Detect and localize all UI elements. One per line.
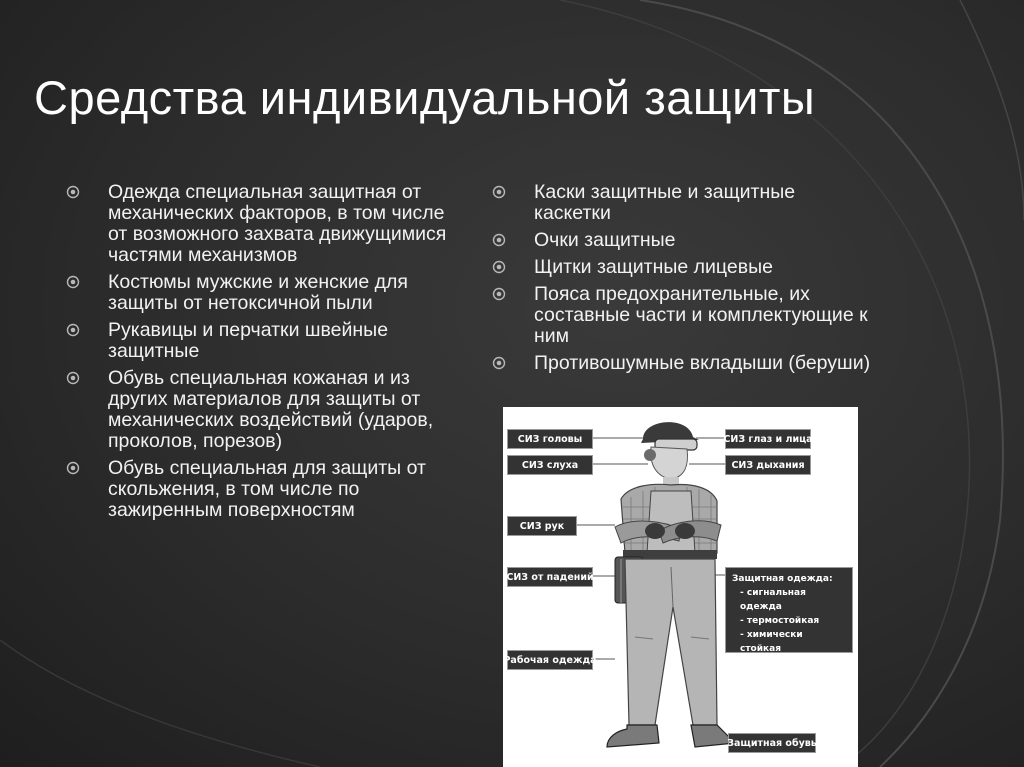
list-item-text: Костюмы мужские и женские для защиты от нетоксичной пыли <box>108 271 408 314</box>
circle-dot-icon <box>492 260 506 274</box>
right-bullet-list <box>492 182 872 380</box>
list-item <box>492 230 872 251</box>
circle-dot-icon <box>492 287 506 301</box>
list-item-text: Одежда специальная защитная от механических факторов, в том числе от возможного захвата движущимися частями механизмов <box>108 181 447 266</box>
left-bullet-list <box>66 182 466 527</box>
circle-dot-icon <box>66 185 80 199</box>
protective-clothing-title: Защитная одежда: <box>732 574 833 584</box>
circle-dot-icon <box>492 185 506 199</box>
label-fall-ppe: СИЗ от падений <box>507 567 593 587</box>
list-item-text: Обувь специальная кожаная и из других материалов для защиты от механических воздействий (ударов, проколов, порезов) <box>108 367 434 452</box>
label-protective-footwear: Защитная обувь <box>728 733 816 753</box>
list-item <box>492 257 872 278</box>
ppe-worker-figure <box>503 407 858 767</box>
list-item <box>66 368 466 452</box>
list-item-text: Щитки защитные лицевые <box>534 256 773 278</box>
list-item <box>66 458 466 521</box>
circle-dot-icon <box>66 461 80 475</box>
slide-title: Средства индивидуальной защиты <box>34 71 816 124</box>
label-hand-ppe: СИЗ рук <box>507 516 577 536</box>
list-item-text: Рукавицы и перчатки швейные защитные <box>108 319 389 362</box>
protective-clothing-item: - химически стойкая <box>732 628 846 656</box>
protective-clothing-item: - сигнальная одежда <box>732 586 846 614</box>
list-item <box>66 182 466 266</box>
list-item-text: Пояса предохранительные, их составные части и комплектующие к ним <box>534 283 868 347</box>
label-eye-face-ppe: СИЗ глаз и лица <box>725 429 811 449</box>
list-item-text: Противошумные вкладыши (беруши) <box>534 352 871 374</box>
list-item <box>66 272 466 314</box>
list-item-text: Каски защитные и защитные каскетки <box>534 181 796 224</box>
label-breathing-ppe: СИЗ дыхания <box>725 455 811 475</box>
circle-dot-icon <box>492 233 506 247</box>
list-item <box>66 320 466 362</box>
protective-clothing-item: - термостойкая <box>732 614 846 628</box>
list-item <box>492 353 872 374</box>
label-workwear: Рабочая одежда <box>507 650 593 670</box>
circle-dot-icon <box>66 371 80 385</box>
circle-dot-icon <box>66 323 80 337</box>
label-hearing-ppe: СИЗ слуха <box>507 455 593 475</box>
list-item <box>492 182 872 224</box>
label-protective-clothing <box>725 567 853 668</box>
circle-dot-icon <box>66 275 80 289</box>
list-item-text: Очки защитные <box>534 229 676 251</box>
circle-dot-icon <box>492 356 506 370</box>
list-item <box>492 284 872 347</box>
label-head-ppe: СИЗ головы <box>507 429 593 449</box>
list-item-text: Обувь специальная для защиты от скольжения, в том числе по зажиренным поверхностям <box>108 457 426 521</box>
protective-clothing-item: - другая <box>732 656 846 670</box>
